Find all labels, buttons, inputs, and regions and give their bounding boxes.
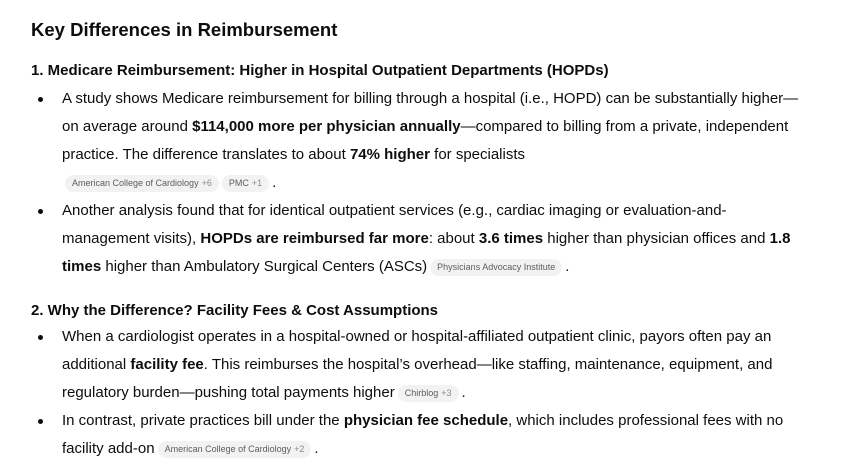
citation-chip-chirblog[interactable]: Chirblog +3: [398, 385, 459, 402]
bullet-dot: [38, 419, 43, 424]
section-1-heading: 1. Medicare Reimbursement: Higher in Hospital Outpatient Departments (HOPDs): [31, 62, 609, 79]
list-item: In contrast, private practices bill under the physician fee schedule, which includes professional fees with no facility add-on American College of Cardiology +2 .: [31, 407, 850, 463]
list-item: Another analysis found that for identical outpatient services (e.g., cardiac imaging or evaluation-and-management visits), HOPDs are reimbursed far more: about 3.6 times higher than physician offices and 1.8 times higher than Ambulatory Surgical Centers (ASCs) Physicians Advocacy Institute .: [31, 197, 850, 281]
bullet-dot: [38, 97, 43, 102]
citation-chip-acc[interactable]: American College of Cardiology +6: [65, 175, 219, 192]
section-2-heading: 2. Why the Difference? Facility Fees & Cost Assumptions: [31, 302, 439, 319]
page-title: Key Differences in Reimbursement: [31, 19, 338, 40]
bullet-dot: [38, 335, 43, 340]
section-1-list: [31, 85, 850, 281]
bullet-dot: [38, 209, 43, 214]
citation-row: [62, 174, 269, 191]
section-2-list: [31, 323, 850, 463]
list-item: When a cardiologist operates in a hospital-owned or hospital-affiliated outpatient clinic, payors often pay an additional facility fee. This reimburses the hospital’s overhead—like staffing, maintenance, equipment, and regulatory burden—pushing total payments higher Chirblog +3 .: [31, 323, 850, 407]
citation-chip-pmc[interactable]: PMC +1: [222, 175, 269, 192]
list-item: A study shows Medicare reimbursement for billing through a hospital (i.e., HOPD) can be substantially higher—on average around $114,000 more per physician annually—compared to billing from a private, independent practice. The difference translates to about 74% higher for specialists American College of Cardiology +6 PMC +1 .: [31, 85, 850, 197]
citation-chip-acc-2[interactable]: American College of Cardiology +2: [158, 441, 312, 458]
citation-chip-pai[interactable]: Physicians Advocacy Institute: [430, 259, 562, 276]
